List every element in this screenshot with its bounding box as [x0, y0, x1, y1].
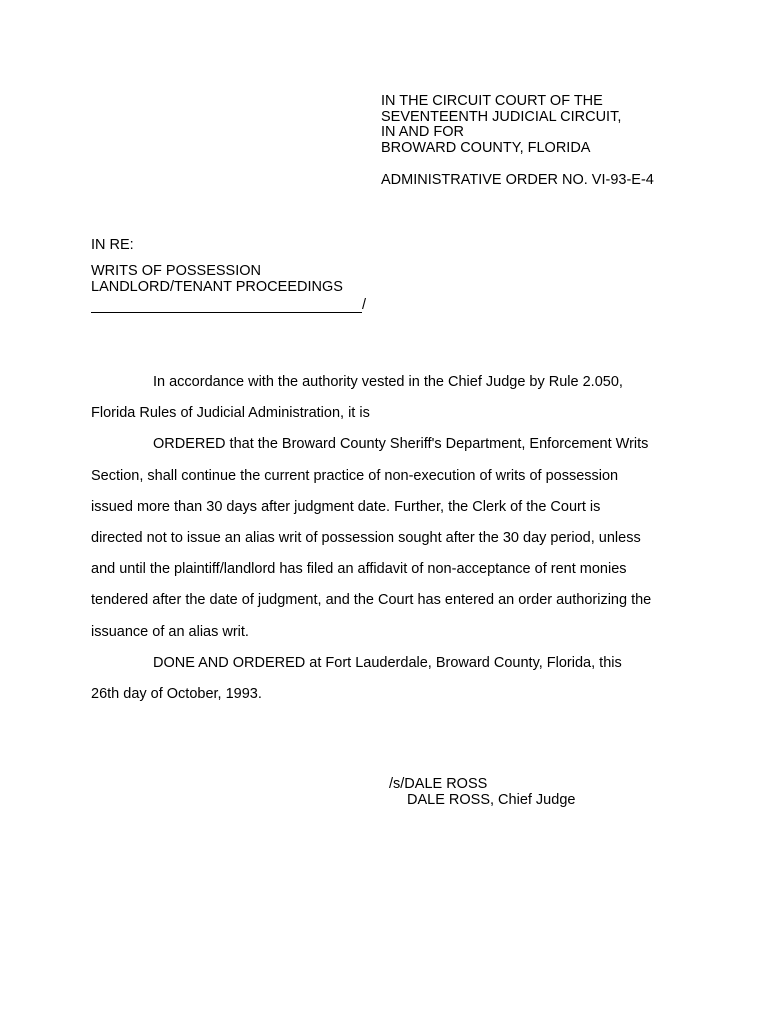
court-heading-line: IN AND FOR	[381, 124, 464, 141]
administrative-order-number: ADMINISTRATIVE ORDER NO. VI-93-E-4	[381, 172, 654, 188]
body-line: ORDERED that the Broward County Sheriff's Department, Enforcement Writs	[153, 436, 649, 453]
court-heading-line: SEVENTEENTH JUDICIAL CIRCUIT,	[381, 108, 622, 125]
body-line: issuance of an alias writ.	[91, 623, 249, 640]
body-line: In accordance with the authority vested in the Chief Judge by Rule 2.050,	[153, 374, 623, 390]
body-line: and until the plaintiff/landlord has filed an affidavit of non-acceptance of rent monies	[91, 561, 627, 578]
order-body	[91, 367, 691, 710]
body-line: 26th day of October, 1993.	[91, 686, 262, 703]
body-line: tendered after the date of judgment, and the Court has entered an order authorizing the	[91, 592, 652, 609]
signature-block	[389, 777, 575, 808]
caption-rule	[91, 298, 362, 313]
caption-underline	[91, 297, 366, 313]
signature-name-title: DALE ROSS, Chief Judge	[407, 791, 576, 808]
court-heading	[381, 94, 621, 156]
body-line: issued more than 30 days after judgment date. Further, the Clerk of the Court is	[91, 498, 601, 515]
body-line: Florida Rules of Judicial Administration, it is	[91, 405, 370, 422]
body-line: Section, shall continue the current practice of non-execution of writs of possession	[91, 467, 619, 484]
court-heading-line: IN THE CIRCUIT COURT OF THE	[381, 93, 603, 109]
case-subject-line: WRITS OF POSSESSION	[91, 263, 261, 279]
signature-signed: /s/DALE ROSS	[389, 776, 488, 792]
court-heading-line: BROWARD COUNTY, FLORIDA	[381, 139, 591, 156]
case-subject	[91, 264, 343, 295]
in-re-label: IN RE:	[91, 237, 134, 253]
body-line: DONE AND ORDERED at Fort Lauderdale, Broward County, Florida, this	[153, 654, 622, 671]
case-subject-line: LANDLORD/TENANT PROCEEDINGS	[91, 278, 343, 295]
caption-slash: /	[362, 297, 367, 313]
body-line: directed not to issue an alias writ of possession sought after the 30 day period, unless	[91, 530, 641, 547]
